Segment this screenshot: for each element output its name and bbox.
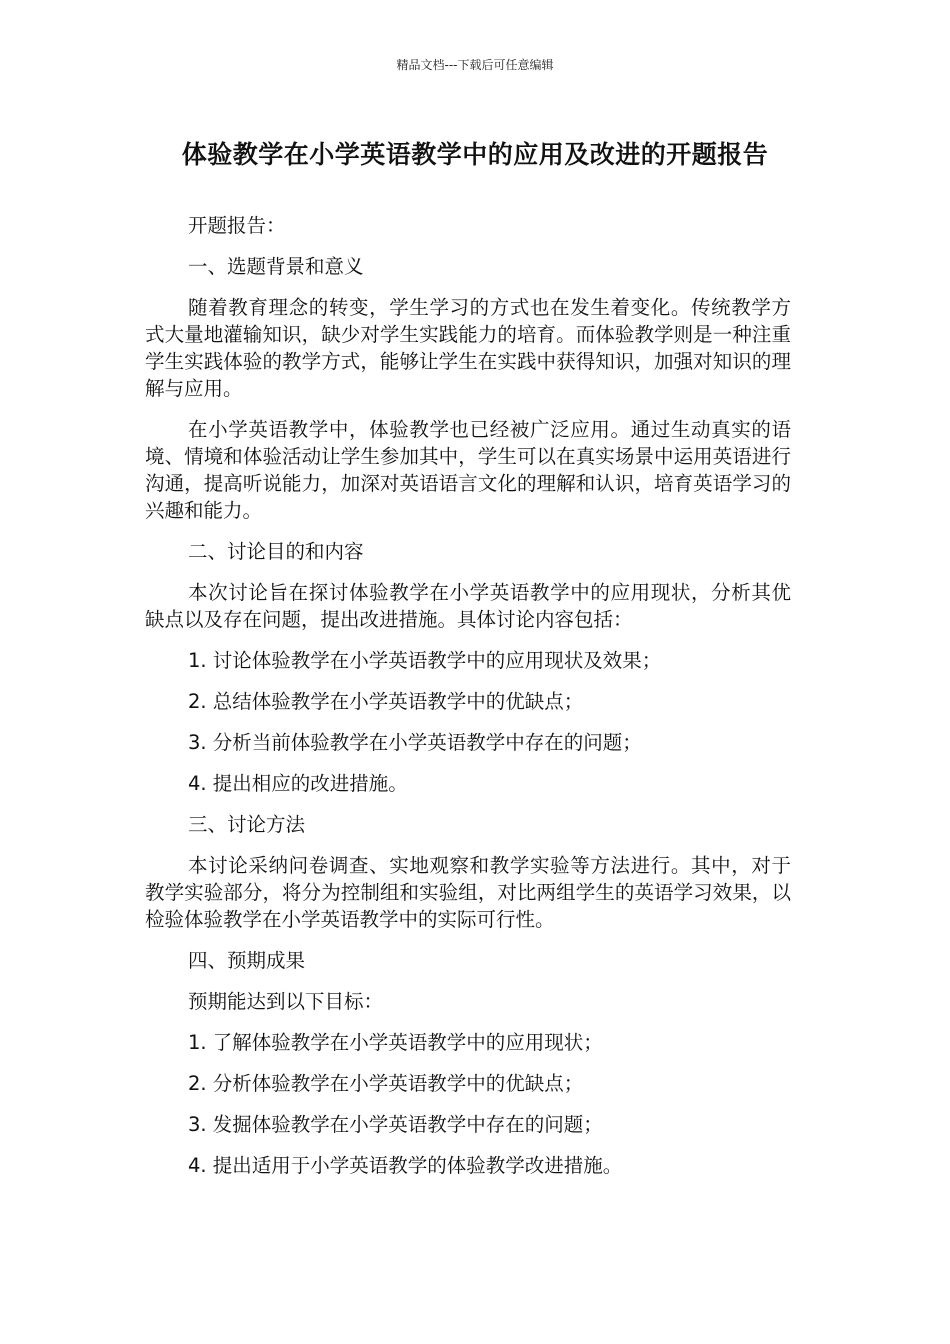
purpose-list-item: 1. 讨论体验教学在小学英语教学中的应用现状及效果； [188, 649, 662, 672]
paragraph-background-2: 在小学英语教学中，体验教学也已经被广泛应用。通过生动真实的语境、情境和体验活动让学生参加其中，学生可以在真实场景中运用英语进行沟通，提高听说能力，加深对英语语言文化的理解和认识，培育英语学习的兴趣和能力。 [145, 418, 791, 522]
document-title: 体验教学在小学英语教学中的应用及改进的开题报告 [181, 140, 769, 169]
outcome-list-item: 3. 发掘体验教学在小学英语教学中存在的问题； [188, 1113, 603, 1136]
paragraph-outcomes-intro: 预期能达到以下目标： [188, 990, 384, 1013]
purpose-list-item: 3. 分析当前体验教学在小学英语教学中存在的问题； [188, 731, 642, 754]
document-body [145, 212, 791, 1193]
paragraph-purpose: 本次讨论旨在探讨体验教学在小学英语教学中的应用现状，分析其优缺点以及存在问题，提出改进措施。具体讨论内容包括： [145, 581, 791, 631]
section-heading-purpose: 二、讨论目的和内容 [188, 540, 364, 563]
section-heading-outcomes: 四、预期成果 [188, 949, 306, 972]
report-label: 开题报告： [188, 214, 286, 237]
paragraph-method: 本讨论采纳问卷调查、实地观察和教学实验等方法进行。其中，对于教学实验部分，将分为控制组和实验组，对比两组学生的英语学习效果，以检验体验教学在小学英语教学中的实际可行性。 [145, 854, 791, 931]
purpose-list-item: 2. 总结体验教学在小学英语教学中的优缺点； [188, 690, 584, 713]
outcome-list-item: 4. 提出适用于小学英语教学的体验教学改进措施。 [188, 1154, 623, 1177]
header-note: 精品文档---下载后可任意编辑 [396, 58, 554, 72]
paragraph-background-1: 随着教育理念的转变，学生学习的方式也在发生着变化。传统教学方式大量地灌输知识，缺少对学生实践能力的培育。而体验教学则是一种注重学生实践体验的教学方式，能够让学生在实践中获得知识，加强对知识的理解与应用。 [145, 296, 791, 400]
outcome-list-item: 2. 分析体验教学在小学英语教学中的优缺点； [188, 1072, 584, 1095]
section-heading-method: 三、讨论方法 [188, 813, 306, 836]
outcome-list-item: 1. 了解体验教学在小学英语教学中的应用现状； [188, 1031, 603, 1054]
purpose-list-item: 4. 提出相应的改进措施。 [188, 772, 408, 795]
section-heading-background: 一、选题背景和意义 [188, 255, 364, 278]
